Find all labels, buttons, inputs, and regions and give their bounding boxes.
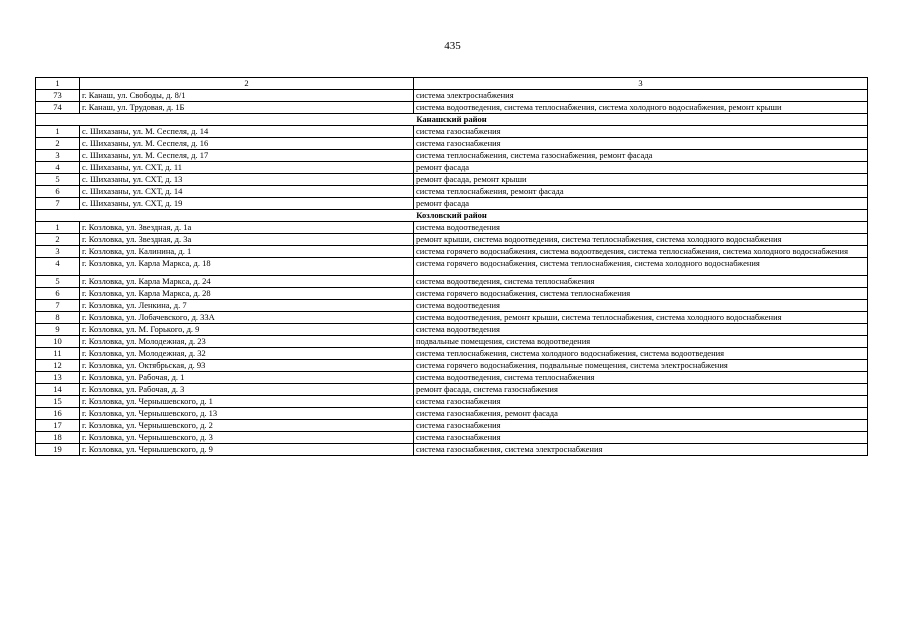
section-title: Канашский район: [36, 114, 868, 126]
header-cell-number: 1: [36, 78, 80, 90]
row-number: 3: [36, 246, 80, 258]
row-address: г. Козловка, ул. Рабочая, д. 3: [80, 384, 414, 396]
row-works: ремонт фасада, ремонт крыши: [414, 174, 868, 186]
row-works: система горячего водоснабжения, система теплоснабжения, система холодного водоснабжения: [414, 258, 868, 276]
table-row: [36, 396, 868, 408]
row-number: 6: [36, 288, 80, 300]
row-address: г. Козловка, ул. Чернышевского, д. 3: [80, 432, 414, 444]
row-number: 5: [36, 276, 80, 288]
row-number: 13: [36, 372, 80, 384]
table-row: [36, 198, 868, 210]
row-address: с. Шихазаны, ул. СХТ, д. 14: [80, 186, 414, 198]
row-number: 7: [36, 198, 80, 210]
row-works: система газоснабжения: [414, 126, 868, 138]
table-row: [36, 300, 868, 312]
row-works: система газоснабжения: [414, 420, 868, 432]
row-works: система горячего водоснабжения, система теплоснабжения: [414, 288, 868, 300]
table-row: [36, 408, 868, 420]
row-works: система газоснабжения, ремонт фасада: [414, 408, 868, 420]
table-row: [36, 288, 868, 300]
row-address: г. Канаш, ул. Свободы, д. 8/1: [80, 90, 414, 102]
row-address: г. Козловка, ул. Карла Маркса, д. 24: [80, 276, 414, 288]
row-works: ремонт фасада: [414, 198, 868, 210]
row-number: 5: [36, 174, 80, 186]
table-row: [36, 312, 868, 324]
row-address: г. Козловка, ул. Чернышевского, д. 2: [80, 420, 414, 432]
row-address: с. Шихазаны, ул. СХТ, д. 11: [80, 162, 414, 174]
row-works: система газоснабжения: [414, 396, 868, 408]
row-address: г. Козловка, ул. Октябрьская, д. 93: [80, 360, 414, 372]
table-row: [36, 234, 868, 246]
table-row: [36, 372, 868, 384]
table-row: [36, 186, 868, 198]
row-works: система горячего водоснабжения, подвальные помещения, система электроснабжения: [414, 360, 868, 372]
row-number: 8: [36, 312, 80, 324]
row-address: г. Канаш, ул. Трудовая, д. 1Б: [80, 102, 414, 114]
row-number: 18: [36, 432, 80, 444]
row-address: с. Шихазаны, ул. М. Сеспеля, д. 16: [80, 138, 414, 150]
table-row: [36, 174, 868, 186]
row-address: г. Козловка, ул. Ленкина, д. 7: [80, 300, 414, 312]
row-number: 2: [36, 138, 80, 150]
header-row: [36, 78, 868, 90]
row-number: 2: [36, 234, 80, 246]
table-row: [36, 444, 868, 456]
row-number: 6: [36, 186, 80, 198]
row-number: 19: [36, 444, 80, 456]
table-row: [36, 324, 868, 336]
row-number: 73: [36, 90, 80, 102]
table-row: [36, 162, 868, 174]
row-works: система водоотведения: [414, 222, 868, 234]
row-number: 4: [36, 162, 80, 174]
row-address: г. Козловка, ул. Чернышевского, д. 1: [80, 396, 414, 408]
row-works: система газоснабжения: [414, 138, 868, 150]
table-row: [36, 90, 868, 102]
header-cell-works: 3: [414, 78, 868, 90]
row-address: с. Шихазаны, ул. СХТ, д. 13: [80, 174, 414, 186]
row-works: система водоотведения: [414, 324, 868, 336]
row-works: ремонт фасада, система газоснабжения: [414, 384, 868, 396]
row-works: подвальные помещения, система водоотведения: [414, 336, 868, 348]
row-address: с. Шихазаны, ул. М. Сеспеля, д. 17: [80, 150, 414, 162]
table-row: [36, 126, 868, 138]
row-address: г. Козловка, ул. М. Горького, д. 9: [80, 324, 414, 336]
row-address: г. Козловка, ул. Молодежная, д. 32: [80, 348, 414, 360]
row-works: система газоснабжения: [414, 432, 868, 444]
row-address: с. Шихазаны, ул. М. Сеспеля, д. 14: [80, 126, 414, 138]
table-row: [36, 222, 868, 234]
row-number: 4: [36, 258, 80, 276]
row-number: 9: [36, 324, 80, 336]
row-number: 14: [36, 384, 80, 396]
row-number: 74: [36, 102, 80, 114]
row-number: 12: [36, 360, 80, 372]
row-works: ремонт фасада: [414, 162, 868, 174]
row-address: г. Козловка, ул. Молодежная, д. 23: [80, 336, 414, 348]
page-number: 435: [444, 40, 461, 52]
row-address: г. Козловка, ул. Лобачевского, д. 33А: [80, 312, 414, 324]
row-works: система горячего водоснабжения, система водоотведения, система теплоснабжения, система холодного водоснабжения: [414, 246, 868, 258]
row-works: система водоотведения, ремонт крыши, система теплоснабжения, система холодного водоснабжения: [414, 312, 868, 324]
row-works: система теплоснабжения, система газоснабжения, ремонт фасада: [414, 150, 868, 162]
row-number: 16: [36, 408, 80, 420]
row-works: система теплоснабжения, ремонт фасада: [414, 186, 868, 198]
row-address: г. Козловка, ул. Звездная, д. 1а: [80, 222, 414, 234]
table-row: [36, 138, 868, 150]
table-row: [36, 432, 868, 444]
row-number: 3: [36, 150, 80, 162]
row-number: 1: [36, 126, 80, 138]
row-number: 15: [36, 396, 80, 408]
table-row: [36, 150, 868, 162]
row-number: 11: [36, 348, 80, 360]
row-works: система теплоснабжения, система холодного водоснабжения, система водоотведения: [414, 348, 868, 360]
table-row: [36, 384, 868, 396]
row-address: г. Козловка, ул. Калинина, д. 1: [80, 246, 414, 258]
row-number: 10: [36, 336, 80, 348]
row-works: система водоотведения, система теплоснабжения: [414, 276, 868, 288]
row-works: система водоотведения, система теплоснабжения: [414, 372, 868, 384]
row-address: г. Козловка, ул. Карла Маркса, д. 28: [80, 288, 414, 300]
row-address: г. Козловка, ул. Звездная, д. 3а: [80, 234, 414, 246]
row-address: г. Козловка, ул. Чернышевского, д. 9: [80, 444, 414, 456]
table-row: [36, 246, 868, 258]
row-number: 7: [36, 300, 80, 312]
table-row: [36, 258, 868, 276]
table-row: [36, 348, 868, 360]
row-address: г. Козловка, ул. Чернышевского, д. 13: [80, 408, 414, 420]
repair-table: [35, 77, 868, 456]
row-address: г. Козловка, ул. Рабочая, д. 1: [80, 372, 414, 384]
section-title: Козловский район: [36, 210, 868, 222]
table-row: [36, 276, 868, 288]
row-works: система электроснабжения: [414, 90, 868, 102]
row-works: система водоотведения: [414, 300, 868, 312]
row-works: система газоснабжения, система электроснабжения: [414, 444, 868, 456]
table-row: [36, 336, 868, 348]
row-address: с. Шихазаны, ул. СХТ, д. 19: [80, 198, 414, 210]
header-cell-address: 2: [80, 78, 414, 90]
table-row: [36, 102, 868, 114]
table-row: [36, 360, 868, 372]
row-number: 1: [36, 222, 80, 234]
row-address: г. Козловка, ул. Карла Маркса, д. 18: [80, 258, 414, 276]
row-works: система водоотведения, система теплоснабжения, система холодного водоснабжения, ремонт крыши: [414, 102, 868, 114]
row-number: 17: [36, 420, 80, 432]
section-row-kanash: [36, 114, 868, 126]
section-row-kozlovka: [36, 210, 868, 222]
table-body: [36, 78, 868, 456]
row-works: ремонт крыши, система водоотведения, система теплоснабжения, система холодного водоснабжения: [414, 234, 868, 246]
table-row: [36, 420, 868, 432]
